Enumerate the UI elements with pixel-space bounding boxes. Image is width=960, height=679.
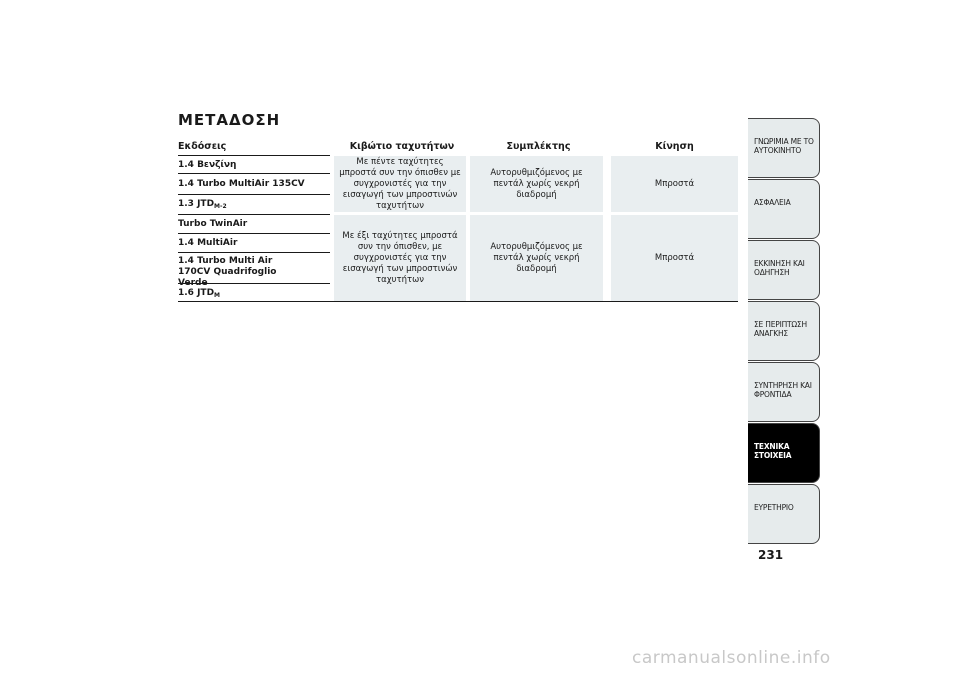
drive-cell: Μπροστά [611, 215, 738, 301]
row-divider [178, 233, 330, 234]
row-divider [178, 214, 330, 215]
section-title: ΜΕΤΑΔΟΣΗ [178, 111, 281, 129]
model-row: 1.3 $JTD_{M-2}$ [178, 199, 227, 210]
gearbox-cell: Με έξι ταχύτητες μπροστά συν την όπισθεν, με συγχρονιστές για την εισαγωγή των μπροστινών ταχυτήτων [334, 215, 466, 301]
table-bottom-rule [178, 301, 738, 302]
row-divider [178, 155, 330, 156]
model-row: 1.6 $JTD_M$ [178, 288, 221, 299]
tab-index[interactable]: ΕΥΡΕΤΗΡΙΟ [748, 484, 820, 544]
watermark: carmanualsonline.info [632, 648, 831, 668]
header-drive: Κίνηση [655, 141, 694, 152]
header-gearbox: Κιβώτιο ταχυτήτων [349, 141, 455, 152]
tab-starting-driving[interactable]: ΕΚΚΙΝΗΣΗ ΚΑΙ ΟΔΗΓΗΣΗ [748, 240, 820, 300]
page-number: 231 [758, 548, 784, 562]
row-divider [178, 252, 330, 253]
header-clutch: Συμπλέκτης [506, 141, 571, 152]
gearbox-cell: Με πέντε ταχύτητες μπροστά συν την όπισθεν με συγχρονιστές για την εισαγωγή των μπροστινών ταχυτήτων [334, 156, 466, 212]
tab-emergency[interactable]: ΣΕ ΠΕΡΙΠΤΩΣΗ ΑΝΑΓΚΗΣ [748, 301, 820, 361]
row-divider [178, 194, 330, 195]
clutch-cell: Αυτορυθμιζόμενος με πεντάλ χωρίς νεκρή διαδρομή [470, 156, 603, 212]
clutch-cell: Αυτορυθμιζόμενος με πεντάλ χωρίς νεκρή διαδρομή [470, 215, 603, 301]
model-row: 1.4 Turbo Multi Air 170CV Quadrifoglio Verde [178, 256, 277, 288]
tab-safety[interactable]: ΑΣΦΑΛΕΙΑ [748, 179, 820, 239]
tab-getting-to-know[interactable]: ΓΝΩΡΙΜΙΑ ΜΕ ΤΟ ΑΥΤΟΚΙΝΗΤΟ [748, 118, 820, 178]
model-row: 1.4 Turbo MultiAir 135CV [178, 179, 305, 189]
model-row: 1.4 Βενζίνη [178, 160, 237, 170]
model-row: 1.4 MultiAir [178, 238, 238, 248]
tab-maintenance[interactable]: ΣΥΝΤΗΡΗΣΗ ΚΑΙ ΦΡΟΝΤΙΔΑ [748, 362, 820, 422]
header-versions: Εκδόσεις [178, 141, 227, 152]
tab-technical-data[interactable]: ΤΕΧΝΙΚΑ ΣΤΟΙΧΕΙΑ [748, 423, 820, 483]
model-row: Turbo TwinAir [178, 219, 248, 229]
drive-cell: Μπροστά [611, 156, 738, 212]
row-divider [178, 173, 330, 174]
